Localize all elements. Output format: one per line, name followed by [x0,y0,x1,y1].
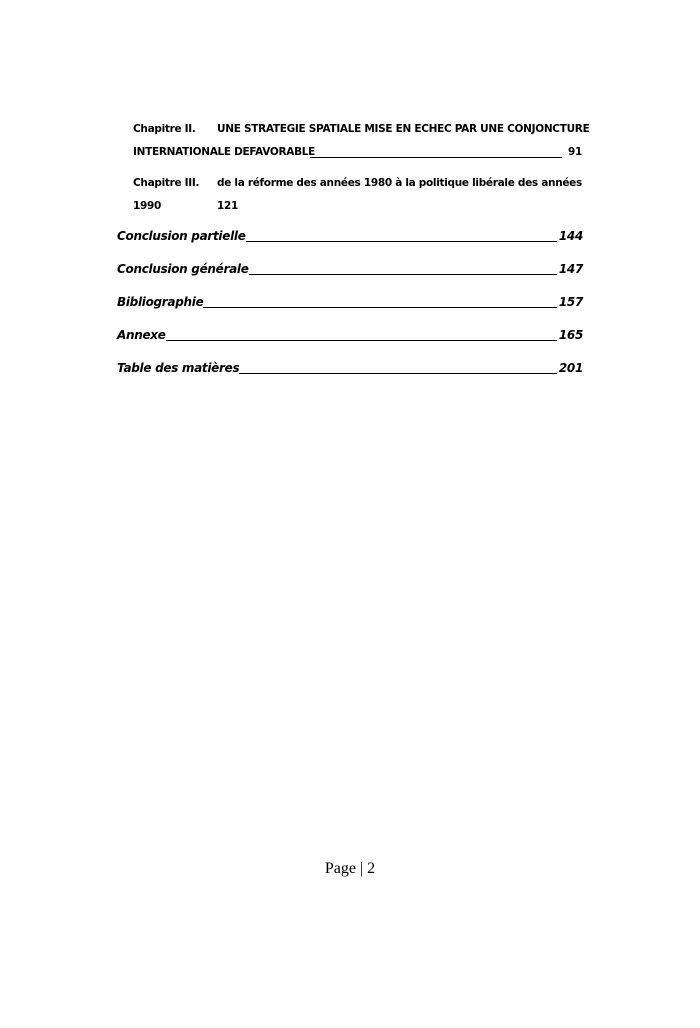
toc-leader [199,307,557,308]
toc-entry-label: Table des matières [117,361,240,375]
toc-entry-table-des-matieres[interactable] [117,361,583,377]
toc-leader [235,241,557,242]
toc-entry-label: Conclusion partielle [117,229,246,243]
toc-entry-page: 157 [558,295,583,309]
chapter-title-line2: INTERNATIONALE DEFAVORABLE [133,146,316,158]
toc-chapter-3[interactable] [133,177,583,191]
toc-entry-page: 201 [558,361,583,375]
chapter-title-line1: de la réforme des années 1980 à la politique libérale des années [217,177,582,189]
chapter-title-line1: UNE STRATEGIE SPATIALE MISE EN ECHEC PAR UNE CONJONCTURE [217,123,590,135]
chapter-title-line2: 1990 [133,200,162,212]
toc-entry-page: 165 [558,328,583,342]
toc-entry-page: 147 [558,262,583,276]
toc-entry-annexe[interactable] [117,328,583,344]
toc-leader [310,157,562,158]
page-number-footer: Page | 2 [324,860,376,877]
toc-leader [233,373,557,374]
toc-entry-page: 144 [558,229,583,243]
toc-entry-conclusion-generale[interactable] [117,262,583,278]
toc-entry-label: Conclusion générale [117,262,249,276]
chapter-page-number: 121 [217,200,239,212]
toc-leader [237,274,557,275]
toc-chapter-2[interactable] [133,123,590,137]
toc-entry-bibliographie[interactable] [117,295,583,311]
toc-entry-label: Annexe [117,328,166,342]
chapter-number: Chapitre II. [133,123,196,135]
chapter-number: Chapitre III. [133,177,200,189]
toc-entry-conclusion-partielle[interactable] [117,229,583,245]
toc-leader [165,340,557,341]
chapter-page-number: 91 [568,146,583,158]
toc-entry-label: Bibliographie [117,295,204,309]
